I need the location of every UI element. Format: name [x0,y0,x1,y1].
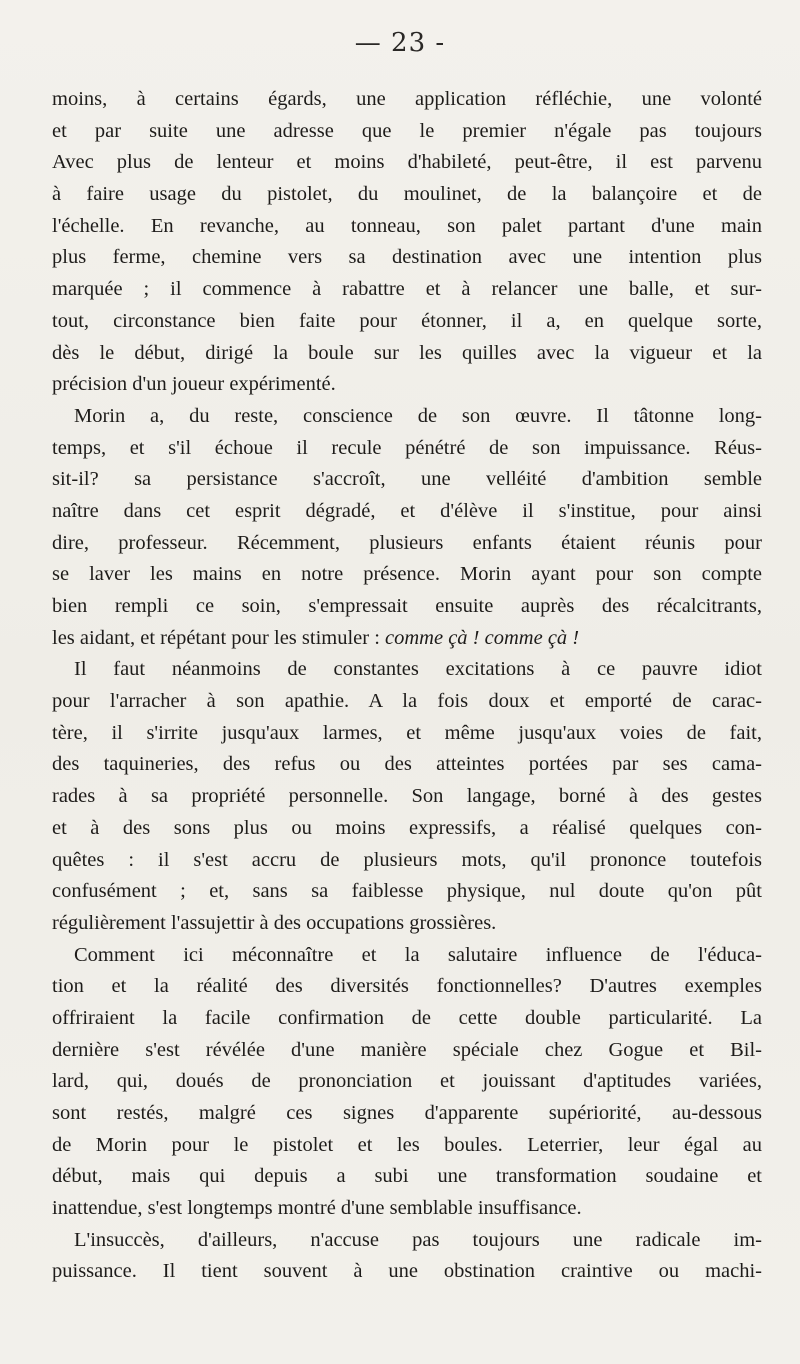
text-line: dernière s'est révélée d'une manière spéciale chez Gogue et Bil- [52,1038,762,1061]
text-line: de Morin pour le pistolet et les boules. Leterrier, leur égal au [52,1133,762,1156]
text-line: pour l'arracher à son apathie. A la fois doux et emporté de carac- [52,690,762,713]
text-line: tion et la réalité des diversités fonctionnelles? D'autres exemples [52,975,762,998]
text-line: quêtes : il s'est accru de plusieurs mots, qu'il prononce toutefois [52,848,762,871]
text-line: bien rempli ce soin, s'empressait ensuite auprès des récalcitrants, [52,595,762,617]
text-line: offriraient la facile confirmation de cette double particularité. La [52,1006,762,1029]
text-line: puissance. Il tient souvent à une obstination craintive ou machi- [52,1260,762,1283]
text-line: naître dans cet esprit dégradé, et d'élève il s'institue, pour ainsi [52,499,762,522]
text-line: début, mais qui depuis a subi une transformation soudaine et [52,1165,762,1188]
page-number: — 23 - [354,28,446,58]
text-line: sit-il? sa persistance s'accroît, une velléité d'ambition semble [52,468,762,491]
text-line: et à des sons plus ou moins expressifs, a réalisé quelques con- [52,816,762,839]
text-line: précision d'un joueur expérimenté. [52,373,336,396]
text-line: se laver les mains en notre présence. Morin ayant pour son compte [52,563,762,586]
text-line: rades à sa propriété personnelle. Son langage, borné à des gestes [52,785,762,808]
text-line: Comment ici méconnaître et la salutaire influence de l'éduca- [74,943,762,966]
text-line: à faire usage du pistolet, du moulinet, de la balançoire et de [52,183,762,206]
text-line: Il faut néanmoins de constantes excitations à ce pauvre idiot [74,658,762,681]
text-line: l'échelle. En revanche, au tonneau, son palet partant d'une main [52,214,762,237]
text-line: inattendue, s'est longtemps montré d'une semblable insuffisance. [52,1197,582,1220]
text-line-with-quote [52,623,762,655]
text-line: régulièrement l'assujettir à des occupations grossières. [52,911,497,934]
text-line: des taquineries, des refus ou des atteintes portées par ses cama- [52,753,762,776]
text-line: tère, il s'irrite jusqu'aux larmes, et même jusqu'aux voies de fait, [52,721,762,744]
text-line: et par suite une adresse que le premier n'égale pas toujours [52,119,762,142]
text-line: sont restés, malgré ces signes d'apparente supériorité, au-dessous [52,1102,762,1124]
text-line: dire, professeur. Récemment, plusieurs enfants étaient réunis pour [52,531,762,554]
text-line: plus ferme, chemine vers sa destination avec une intention plus [52,246,762,269]
text-line: L'insuccès, d'ailleurs, n'accuse pas toujours une radicale im- [74,1228,762,1251]
body-text [52,84,762,1288]
text-line: confusément ; et, sans sa faiblesse physique, nul doute qu'on pût [52,880,762,903]
text-line: marquée ; il commence à rabattre et à relancer une balle, et sur- [52,278,762,301]
text-line: tout, circonstance bien faite pour étonner, il a, en quelque sorte, [52,309,762,332]
quoted-phrase: comme çà ! comme çà ! [385,626,580,649]
text-line: moins, à certains égards, une application réfléchie, une volonté [52,88,762,110]
text-line: lard, qui, doués de prononciation et jouissant d'aptitudes variées, [52,1070,762,1093]
text-line: temps, et s'il échoue il recule pénétré de son impuissance. Réus- [52,436,762,459]
text-line: dès le début, dirigé la boule sur les quilles avec la vigueur et la [52,341,762,364]
text-line: Morin a, du reste, conscience de son œuvre. Il tâtonne long- [74,404,762,427]
text-line-start: les aidant, et répétant pour les stimuler : [52,626,380,649]
text-line: Avec plus de lenteur et moins d'habileté, peut-être, il est parvenu [52,151,762,174]
